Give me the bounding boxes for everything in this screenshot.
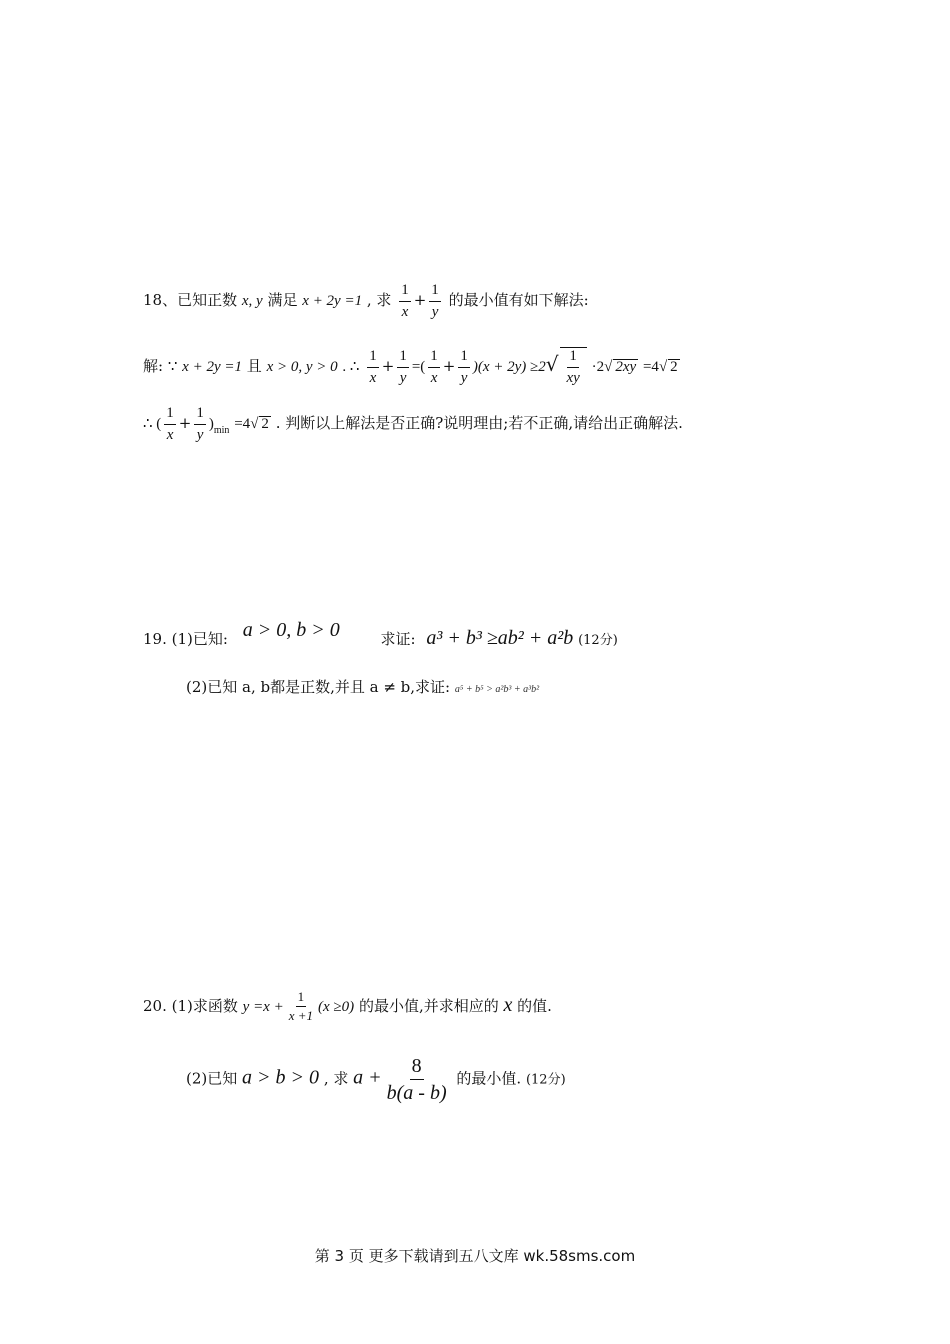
q18-min-frac-1y: $\frac{1}{y}$ bbox=[196, 405, 204, 443]
q20-func: y =x + bbox=[242, 998, 284, 1015]
q18-min-eq: =4 bbox=[234, 416, 251, 432]
q18-ask-prefix: , 求 bbox=[366, 291, 392, 309]
q18-eq2: )(x + 2y) ≥2 bbox=[472, 359, 546, 375]
q19-cond: a > 0, b > 0 bbox=[242, 619, 340, 641]
q20-line2 bbox=[186, 1055, 566, 1104]
q19-line2 bbox=[186, 680, 539, 695]
page-footer: 第 3 页 更多下载请到五八文库 wk.58sms.com bbox=[314, 1247, 636, 1265]
q19-prove: 求证: bbox=[380, 630, 416, 648]
q18-solution-line: 解: ∵ x + 2y =1 且 x > 0, y > 0 . ∴ $\frac{1}{x}$ + $\frac{1}{y}$ =( $\frac{1}{x}$ + $\frac{1}{y}$ )(x + 2y) ≥2√ $\frac{1}{xy}$ ·2√ 2xy =4√ 2 bbox=[143, 348, 678, 386]
q18-min-sqrt: 2 bbox=[261, 416, 269, 432]
q20-part2-frac: $\frac{8}{b(a - b)}$ bbox=[386, 1055, 447, 1104]
q18-sqrt-2xy: 2xy bbox=[615, 359, 637, 375]
q20-label: 20. (1)求函数 bbox=[143, 996, 238, 1015]
q18-sol-frac-1y-b: $\frac{1}{y}$ bbox=[460, 348, 468, 386]
q19-part2-prefix: (2)已知 a, b都是正数,并且 a ≠ b,求证: bbox=[186, 678, 451, 696]
q18-constraint: x + 2y =1 bbox=[302, 293, 363, 309]
q18-vars: x, y bbox=[241, 293, 263, 309]
q18-frac-1y: $\frac{1}{y}$ bbox=[431, 282, 439, 320]
q18-satisfies: 满足 bbox=[267, 291, 298, 309]
q20-score: (12分) bbox=[525, 1072, 566, 1088]
q18-sol-frac-1x-b: $\frac{1}{x}$ bbox=[430, 348, 438, 386]
q18-dot2: ·2 bbox=[591, 359, 605, 375]
q18-line1: 18、已知正数 x, y 满足 x + 2y =1 , 求 $\frac{1}{x}$ + $\frac{1}{y}$ 的最小值有如下解法: bbox=[143, 282, 589, 320]
q18-min-close: ) bbox=[208, 416, 214, 432]
q18-sqrt-frac: $\frac{1}{xy}$ bbox=[560, 347, 587, 386]
q18-ask-suffix: 的最小值有如下解法: bbox=[448, 291, 589, 309]
q18-sol-label: 解: bbox=[143, 357, 164, 375]
q18-because: ∵ bbox=[167, 359, 178, 375]
q20-part2-ask: , 求 bbox=[323, 1069, 349, 1088]
q20-part2-prefix: (2)已知 bbox=[186, 1069, 238, 1088]
q18-and: 且 bbox=[246, 357, 262, 375]
q18-label: 18、已知正数 bbox=[143, 291, 238, 309]
q20-part2-suffix: 的最小值. bbox=[456, 1069, 522, 1088]
q18-cond1: x + 2y =1 bbox=[182, 359, 242, 375]
q20-var: x bbox=[503, 993, 513, 1016]
q18-min-sub: min bbox=[213, 425, 230, 436]
q18-eq3: =4 bbox=[642, 359, 659, 375]
q19-line1 bbox=[143, 619, 618, 649]
q18-min-open: ∴ ( bbox=[143, 416, 162, 432]
q18-sol-frac-1y: $\frac{1}{y}$ bbox=[399, 348, 407, 386]
q20-ask2: 的值. bbox=[517, 996, 552, 1015]
q18-cond2: x > 0, y > 0 bbox=[266, 359, 338, 375]
q19-score: (12分) bbox=[578, 633, 618, 648]
q18-frac-1x: $\frac{1}{x}$ bbox=[401, 282, 409, 320]
q19-ineq: a³ + b³ ≥ab² + a²b bbox=[426, 627, 574, 649]
q20-domain: (x ≥0) bbox=[318, 998, 355, 1015]
q19-label: 19. (1)已知: bbox=[143, 630, 228, 648]
q18-min-frac-1x: $\frac{1}{x}$ bbox=[166, 405, 174, 443]
q18-radical-sign: √ bbox=[545, 352, 559, 376]
q18-judge: . 判断以上解法是否正确?说明理由;若不正确,请给出正确解法. bbox=[275, 414, 683, 432]
q20-part2-cond: a > b > 0 bbox=[242, 1066, 320, 1089]
q18-min-line: ∴ ( $\frac{1}{x}$ + $\frac{1}{y}$ )$_{min} =4√$ 2 . 判断以上解法是否正确?说明理由;若不正确,请给出正确解法. bbox=[143, 405, 683, 443]
q18-therefore: . ∴ bbox=[342, 359, 360, 375]
q20-frac: $\frac{1}{x +1}$ bbox=[288, 989, 314, 1024]
q20-line1 bbox=[143, 990, 552, 1024]
q20-part2-expr: a + bbox=[353, 1066, 382, 1089]
q18-sqrt-2: 2 bbox=[670, 359, 678, 375]
q19-part2-ineq: a⁵ + b⁵ > a²b³ + a³b² bbox=[454, 684, 540, 695]
q18-eq1: =( bbox=[411, 359, 426, 375]
q20-ask: 的最小值,并求相应的 bbox=[358, 996, 499, 1015]
q18-sol-frac-1x: $\frac{1}{x}$ bbox=[369, 348, 377, 386]
